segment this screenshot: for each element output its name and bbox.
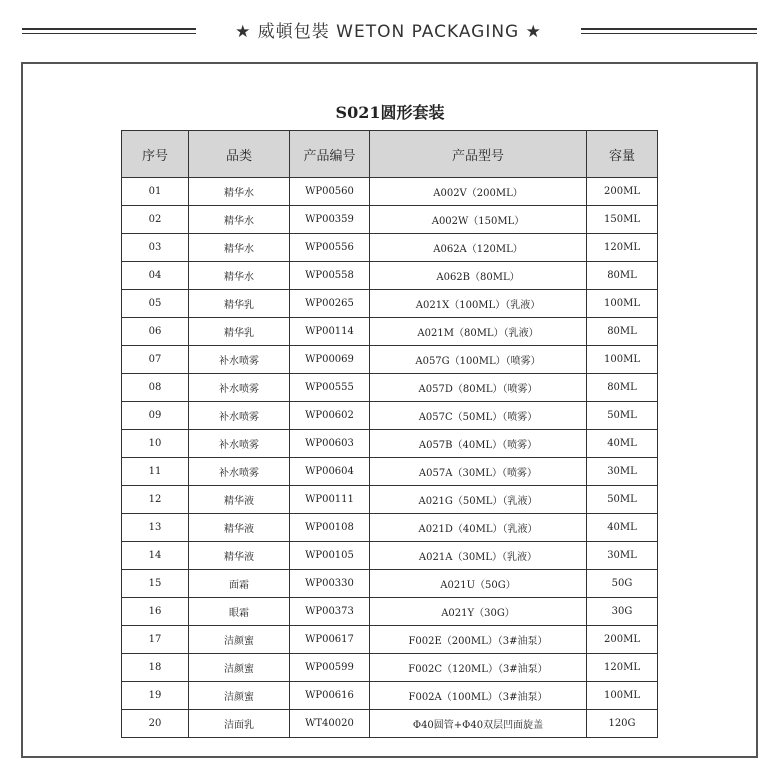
cell-category: 洁颜蜜 <box>189 682 290 710</box>
cell-capacity: 40ML <box>587 514 658 542</box>
table-row <box>122 374 658 402</box>
cell-index: 19 <box>122 682 189 710</box>
cell-product-code: WP00111 <box>290 486 370 514</box>
cell-model: A002W（150ML） <box>370 206 587 234</box>
cell-category: 面霜 <box>189 570 290 598</box>
cell-model: A021U（50G） <box>370 570 587 598</box>
table-row <box>122 682 658 710</box>
cell-index: 10 <box>122 430 189 458</box>
table-row <box>122 178 658 206</box>
cell-category: 补水喷雾 <box>189 374 290 402</box>
cell-capacity: 30G <box>587 598 658 626</box>
cell-product-code: WP00617 <box>290 626 370 654</box>
cell-index: 20 <box>122 710 189 738</box>
cell-model: A057C（50ML）（喷雾） <box>370 402 587 430</box>
cell-index: 04 <box>122 262 189 290</box>
column-header-capacity: 容量 <box>587 131 658 178</box>
table-body <box>122 178 658 738</box>
cell-category: 精华水 <box>189 234 290 262</box>
cell-product-code: WP00560 <box>290 178 370 206</box>
cell-product-code: WP00556 <box>290 234 370 262</box>
cell-product-code: WP00555 <box>290 374 370 402</box>
cell-index: 01 <box>122 178 189 206</box>
table-row <box>122 598 658 626</box>
cell-category: 补水喷雾 <box>189 346 290 374</box>
cell-model: A062A（120ML） <box>370 234 587 262</box>
cell-product-code: WP00603 <box>290 430 370 458</box>
cell-capacity: 30ML <box>587 458 658 486</box>
cell-model: A062B（80ML） <box>370 262 587 290</box>
cell-model: A021G（50ML）（乳液） <box>370 486 587 514</box>
table-row <box>122 486 658 514</box>
cell-model: A021Y（30G） <box>370 598 587 626</box>
cell-category: 补水喷雾 <box>189 430 290 458</box>
cell-index: 15 <box>122 570 189 598</box>
cell-model: F002E（200ML）（3#油泵） <box>370 626 587 654</box>
cell-category: 精华液 <box>189 542 290 570</box>
table-header-row <box>122 131 658 178</box>
banner-title: ★ 威頓包裝 WETON PACKAGING ★ <box>235 22 542 42</box>
table-row <box>122 206 658 234</box>
cell-index: 02 <box>122 206 189 234</box>
cell-product-code: WT40020 <box>290 710 370 738</box>
cell-index: 06 <box>122 318 189 346</box>
cell-category: 精华液 <box>189 486 290 514</box>
cell-product-code: WP00330 <box>290 570 370 598</box>
header-banner <box>0 18 780 48</box>
cell-product-code: WP00108 <box>290 514 370 542</box>
cell-capacity: 80ML <box>587 318 658 346</box>
cell-index: 12 <box>122 486 189 514</box>
cell-model: Φ40圆管+Φ40双层凹面旋盖 <box>370 710 587 738</box>
cell-category: 精华水 <box>189 206 290 234</box>
cell-category: 眼霜 <box>189 598 290 626</box>
cell-category: 精华水 <box>189 262 290 290</box>
product-table <box>121 130 658 738</box>
cell-product-code: WP00069 <box>290 346 370 374</box>
cell-category: 精华乳 <box>189 290 290 318</box>
cell-index: 16 <box>122 598 189 626</box>
cell-model: A057D（80ML）（喷雾） <box>370 374 587 402</box>
cell-capacity: 120G <box>587 710 658 738</box>
table-row <box>122 346 658 374</box>
cell-model: A057A（30ML）（喷雾） <box>370 458 587 486</box>
cell-capacity: 100ML <box>587 346 658 374</box>
cell-index: 09 <box>122 402 189 430</box>
cell-capacity: 150ML <box>587 206 658 234</box>
cell-model: F002A（100ML）（3#油泵） <box>370 682 587 710</box>
cell-index: 08 <box>122 374 189 402</box>
cell-index: 07 <box>122 346 189 374</box>
table-title: S021圆形套装 <box>335 103 445 122</box>
cell-index: 18 <box>122 654 189 682</box>
column-header-product-code: 产品编号 <box>290 131 370 178</box>
cell-model: F002C（120ML）（3#油泵） <box>370 654 587 682</box>
column-header-category: 品类 <box>189 131 290 178</box>
table-row <box>122 318 658 346</box>
cell-category: 补水喷雾 <box>189 458 290 486</box>
cell-product-code: WP00599 <box>290 654 370 682</box>
cell-category: 精华乳 <box>189 318 290 346</box>
cell-model: A021M（80ML）（乳液） <box>370 318 587 346</box>
table-row <box>122 710 658 738</box>
column-header-index: 序号 <box>122 131 189 178</box>
cell-index: 03 <box>122 234 189 262</box>
cell-model: A021D（40ML）（乳液） <box>370 514 587 542</box>
cell-model: A057B（40ML）（喷雾） <box>370 430 587 458</box>
cell-product-code: WP00604 <box>290 458 370 486</box>
cell-capacity: 120ML <box>587 234 658 262</box>
table-row <box>122 290 658 318</box>
cell-capacity: 200ML <box>587 178 658 206</box>
cell-category: 精华水 <box>189 178 290 206</box>
cell-capacity: 80ML <box>587 262 658 290</box>
table-row <box>122 542 658 570</box>
cell-product-code: WP00373 <box>290 598 370 626</box>
table-row <box>122 234 658 262</box>
table-row <box>122 430 658 458</box>
cell-product-code: WP00359 <box>290 206 370 234</box>
cell-category: 精华液 <box>189 514 290 542</box>
cell-product-code: WP00558 <box>290 262 370 290</box>
cell-capacity: 40ML <box>587 430 658 458</box>
cell-product-code: WP00616 <box>290 682 370 710</box>
table-row <box>122 514 658 542</box>
cell-model: A021X（100ML）（乳液） <box>370 290 587 318</box>
cell-category: 补水喷雾 <box>189 402 290 430</box>
table-row <box>122 402 658 430</box>
cell-model: A002V（200ML） <box>370 178 587 206</box>
cell-capacity: 50ML <box>587 402 658 430</box>
cell-index: 11 <box>122 458 189 486</box>
cell-capacity: 200ML <box>587 626 658 654</box>
table-row <box>122 626 658 654</box>
cell-capacity: 100ML <box>587 682 658 710</box>
banner-left-rule <box>22 28 196 34</box>
table-row <box>122 458 658 486</box>
cell-capacity: 50G <box>587 570 658 598</box>
cell-capacity: 120ML <box>587 654 658 682</box>
cell-index: 14 <box>122 542 189 570</box>
cell-model: A021A（30ML）（乳液） <box>370 542 587 570</box>
cell-product-code: WP00105 <box>290 542 370 570</box>
cell-index: 13 <box>122 514 189 542</box>
cell-category: 洁颜蜜 <box>189 626 290 654</box>
cell-capacity: 50ML <box>587 486 658 514</box>
cell-category: 洁面乳 <box>189 710 290 738</box>
cell-product-code: WP00265 <box>290 290 370 318</box>
column-header-model: 产品型号 <box>370 131 587 178</box>
table-row <box>122 570 658 598</box>
banner-right-rule <box>581 28 757 34</box>
cell-capacity: 80ML <box>587 374 658 402</box>
table-row <box>122 262 658 290</box>
cell-category: 洁颜蜜 <box>189 654 290 682</box>
cell-product-code: WP00114 <box>290 318 370 346</box>
cell-capacity: 100ML <box>587 290 658 318</box>
cell-index: 17 <box>122 626 189 654</box>
cell-model: A057G（100ML）（喷雾） <box>370 346 587 374</box>
cell-product-code: WP00602 <box>290 402 370 430</box>
table-row <box>122 654 658 682</box>
cell-capacity: 30ML <box>587 542 658 570</box>
cell-index: 05 <box>122 290 189 318</box>
